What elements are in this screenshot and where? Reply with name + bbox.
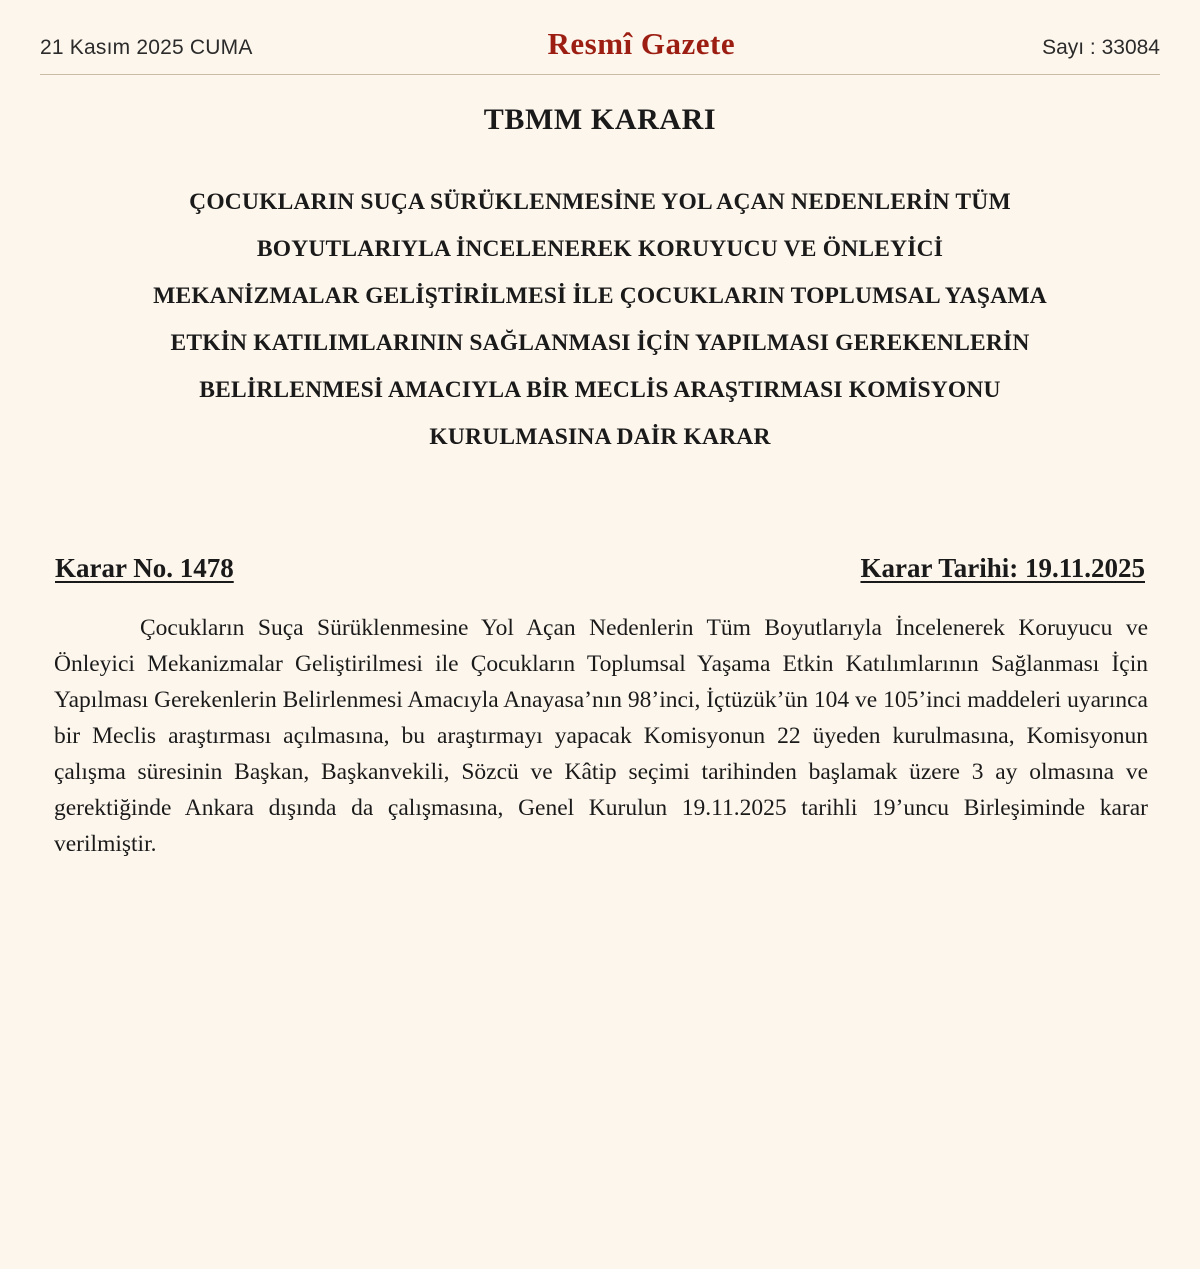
gazette-title: Resmî Gazete	[547, 26, 736, 61]
document-title-line: BELİRLENMESİ AMACIYLA BİR MECLİS ARAŞTIRMASI KOMİSYONU	[199, 377, 1001, 403]
document-kind-heading: TBMM KARARI	[483, 103, 717, 136]
document-title-line: BOYUTLARIYLA İNCELENEREK KORUYUCU VE ÖNLEYİCİ	[256, 236, 944, 262]
masthead	[40, 0, 1160, 75]
document-title-line: ÇOCUKLARIN SUÇA SÜRÜKLENMESİNE YOL AÇAN NEDENLERİN TÜM	[189, 189, 1011, 215]
document-title-line: KURULMASINA DAİR KARAR	[429, 424, 771, 450]
decision-date: Karar Tarihi: 19.11.2025	[860, 553, 1145, 583]
document-title	[63, 179, 1138, 461]
decision-number: Karar No. 1478	[55, 553, 234, 583]
issue-number: Sayı : 33084	[1042, 36, 1160, 59]
document-body	[40, 610, 1160, 862]
document-title-line: ETKİN KATILIMLARININ SAĞLANMASI İÇİN YAPILMASI GEREKENLERİN	[170, 330, 1030, 356]
publication-date: 21 Kasım 2025 CUMA	[40, 36, 253, 59]
document-title-line: MEKANİZMALAR GELİŞTİRİLMESİ İLE ÇOCUKLARIN TOPLUMSAL YAŞAMA	[153, 283, 1047, 309]
decision-meta-row	[40, 553, 1160, 584]
document-body-paragraph: Çocukların Suça Sürüklenmesine Yol Açan Nedenlerin Tüm Boyutlarıyla İncelenerek Koruyucu ve Önleyici Mekanizmalar Geliştirilmesi ile Çocukların Toplumsal Yaşama Etkin Katılımlarının Sağlanması İçin Yapılması Gerekenlerin Belirlenmesi Amacıyla Anayasa’nın 98’inci, İçtüzük’ün 104 ve 105’inci maddeleri uyarınca bir Meclis araştırması açılmasına, bu araştırmayı yapacak Komisyonun 22 üyeden kurulmasına, Komisyonun çalışma süresinin Başkan, Başkanvekili, Sözcü ve Kâtip seçimi tarihinden başlamak üzere 3 ay olmasına ve gerektiğinde Ankara dışında da çalışmasına, Genel Kurulun 19.11.2025 tarihli 19’uncu Birleşiminde karar verilmiştir.	[54, 615, 1148, 857]
